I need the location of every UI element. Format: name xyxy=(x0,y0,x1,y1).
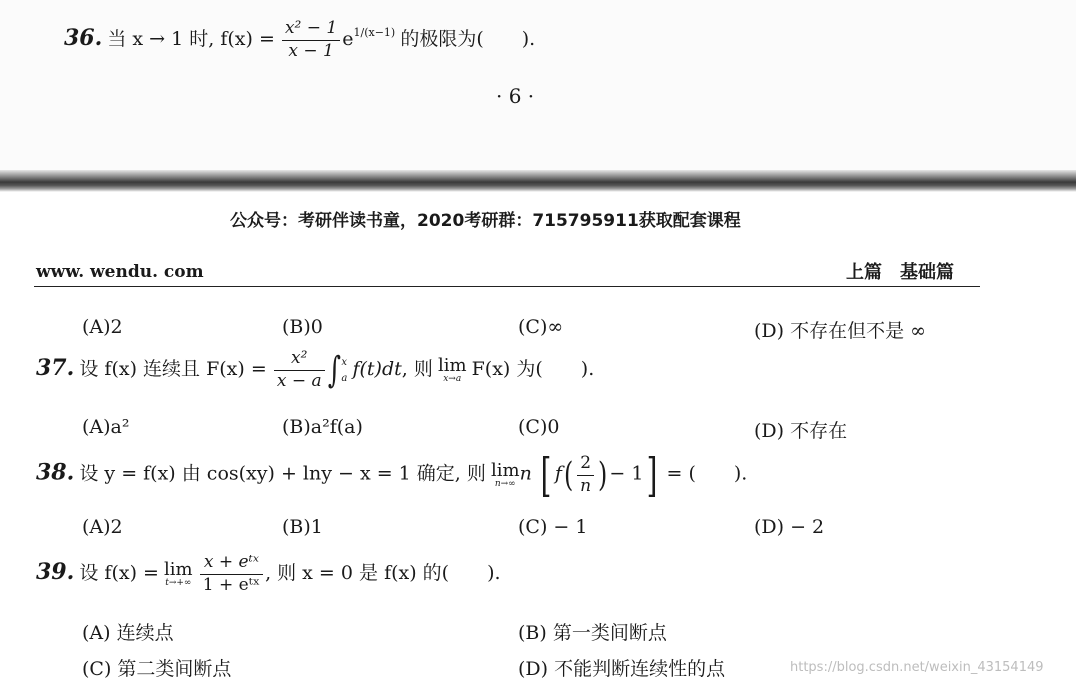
question-39-fraction xyxy=(200,554,263,595)
q38-option-d: (D) − 2 xyxy=(754,516,825,538)
page-number: · 6 · xyxy=(496,84,535,108)
question-37-integrand: f(t)dt xyxy=(352,358,402,380)
question-37-limit xyxy=(438,357,467,384)
q39-option-b: (B) 第一类间断点 xyxy=(518,622,667,644)
question-36 xyxy=(64,20,535,61)
q37-option-d: (D) 不存在 xyxy=(754,420,848,442)
question-37-number: 37. xyxy=(36,355,75,381)
q38-option-b: (B)1 xyxy=(282,516,323,538)
question-38-n: n xyxy=(519,462,532,485)
question-37-integral-limits xyxy=(341,355,347,387)
right-paren: ) xyxy=(598,455,608,495)
question-36-exp-base: e xyxy=(342,27,354,50)
integral-sign-icon: ∫ xyxy=(327,350,341,391)
question-39-prefix: 设 f(x) = xyxy=(79,561,159,584)
left-bracket: [ xyxy=(540,448,552,502)
question-39-number: 39. xyxy=(36,558,75,585)
header-rule xyxy=(34,286,980,287)
question-39 xyxy=(36,554,501,595)
question-37-fraction xyxy=(274,350,325,391)
q38-option-c: (C) − 1 xyxy=(518,516,588,538)
question-36-fraction-denominator: x − 1 xyxy=(282,40,340,61)
question-39-fraction-denominator: 1 + eᵗˣ xyxy=(200,574,263,595)
question-38-lim: lim xyxy=(490,459,520,481)
question-37-fraction-denominator: x − a xyxy=(274,370,325,391)
question-37-integral-lower: a xyxy=(341,372,348,384)
promo-notice: 公众号：考研伴读书童，2020考研群：715795911获取配套课程 xyxy=(230,211,741,231)
left-paren: ( xyxy=(563,455,574,495)
question-37-integral-upper: x xyxy=(341,356,348,368)
header-section: 上篇 基础篇 xyxy=(846,262,954,283)
question-39-lim-under: t→+∞ xyxy=(165,577,192,588)
question-37-mid: , 则 xyxy=(401,358,433,380)
q37-option-b: (B)a²f(a) xyxy=(282,416,363,438)
q39-option-d: (D) 不能判断连续性的点 xyxy=(518,658,726,680)
question-36-number: 36. xyxy=(64,24,103,51)
q36-option-a: (A)2 xyxy=(82,316,123,338)
question-38-fraction-denominator: n xyxy=(577,475,594,496)
question-38-fraction xyxy=(577,452,594,496)
question-36-suffix: 的极限为( ). xyxy=(400,27,536,50)
q39-option-c: (C) 第二类间断点 xyxy=(82,658,232,680)
question-36-fraction xyxy=(282,20,340,61)
page-fold-shadow xyxy=(0,170,1076,192)
question-38-number: 38. xyxy=(36,459,75,486)
question-39-limit xyxy=(164,558,193,588)
question-39-suffix: , 则 x = 0 是 f(x) 的( ). xyxy=(265,561,501,584)
question-37-prefix: 设 f(x) 连续且 F(x) = xyxy=(79,358,267,380)
question-37-suffix: F(x) 为( ). xyxy=(471,358,595,380)
question-38-lim-under: n→∞ xyxy=(494,478,516,489)
q38-option-a: (A)2 xyxy=(82,516,123,538)
question-36-fraction-numerator: x² − 1 xyxy=(284,18,338,38)
question-38 xyxy=(36,448,747,502)
q36-option-c: (C)∞ xyxy=(518,316,564,338)
question-38-f: f xyxy=(554,462,562,485)
question-37-fraction-numerator: x² xyxy=(291,348,308,369)
q36-option-b: (B)0 xyxy=(282,316,323,338)
question-38-fraction-numerator: 2 xyxy=(580,452,592,473)
question-38-minus-one: − 1 xyxy=(609,462,644,485)
question-38-prefix: 设 y = f(x) 由 cos(xy) + lny − x = 1 确定, 则 xyxy=(79,462,486,485)
question-39-fraction-numerator: x + eᵗˣ xyxy=(203,552,259,572)
question-38-limit xyxy=(490,459,520,489)
question-37-lim-under: x→a xyxy=(443,374,462,384)
right-bracket: ] xyxy=(647,448,658,502)
question-37 xyxy=(36,350,594,391)
question-36-prefix: 当 x → 1 时, f(x) = xyxy=(107,27,275,50)
header-site: www. wendu. com xyxy=(36,262,204,282)
watermark: https://blog.csdn.net/weixin_43154149 xyxy=(790,660,1044,675)
question-37-lim: lim xyxy=(437,355,467,376)
q36-option-d: (D) 不存在但不是 ∞ xyxy=(754,320,926,342)
question-38-suffix: = ( ). xyxy=(666,462,748,485)
q37-option-c: (C)0 xyxy=(518,416,560,438)
q39-option-a: (A) 连续点 xyxy=(82,622,174,644)
question-39-lim: lim xyxy=(164,558,193,580)
q37-option-a: (A)a² xyxy=(82,416,130,438)
question-36-exponent: 1/(x−1) xyxy=(353,25,396,39)
